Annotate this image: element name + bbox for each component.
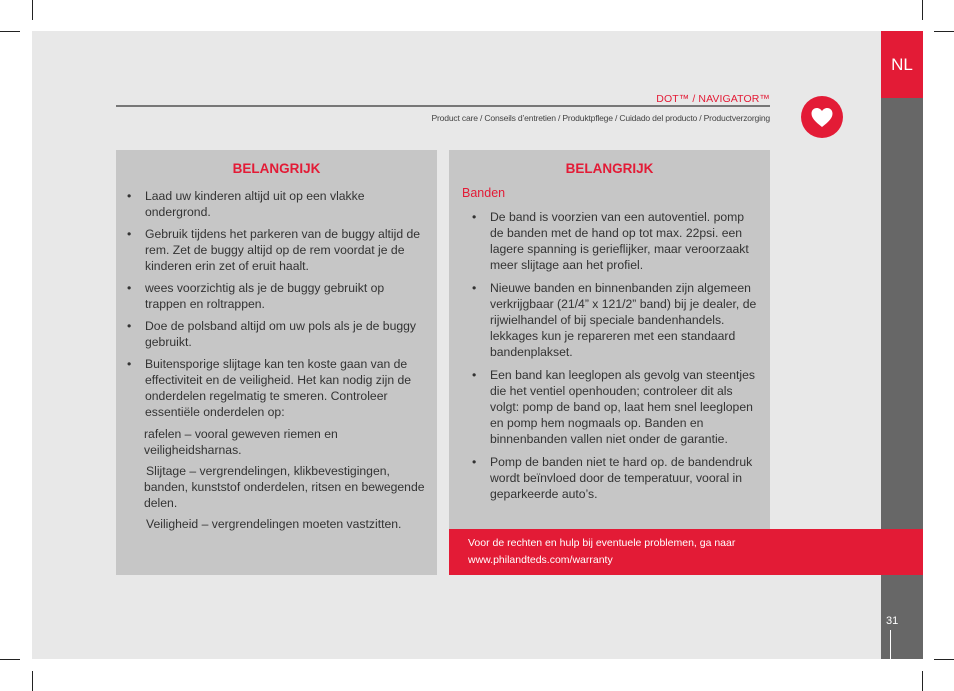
crop-mark <box>0 31 20 32</box>
bullet-list <box>490 209 760 502</box>
list-item: • Buitensporige slijtage kan ten koste gaan van de effectiviteit en de veiligheid. Het kan nodig zijn de onderdelen regelmatig te smeren. Controleer essentiële onderdelen op: <box>145 356 427 420</box>
crop-mark <box>934 31 954 32</box>
important-panel-right <box>449 150 770 530</box>
section-subheading: Banden <box>462 186 506 200</box>
product-title: DOT™ / NAVIGATOR™ <box>656 93 770 105</box>
header-divider <box>116 105 770 107</box>
list-item: • Laad uw kinderen altijd uit op een vlakke ondergrond. <box>145 188 427 220</box>
crop-mark <box>934 659 954 660</box>
check-paragraph: rafelen – vooral geweven riemen en veiligheidsharnas. <box>144 427 338 457</box>
check-paragraph: Veiligheid – vergrendelingen moeten vastzitten. <box>146 517 402 531</box>
language-tab: NL <box>881 31 923 98</box>
page-number: 31 <box>886 615 899 627</box>
check-paragraph: Slijtage – vergrendelingen, klikbevestigingen, banden, kunststof onderdelen, ritsen en bewegende delen. <box>144 464 425 510</box>
section-subtitle: Product care / Conseils d’entretien / Produktpflege / Cuidado del producto / Productverzorging <box>431 113 770 123</box>
list-item: • Gebruik tijdens het parkeren van de buggy altijd de rem. Zet de buggy altijd op de rem voordat je de kinderen erin zet of eruit haalt. <box>145 226 427 274</box>
list-item: • Doe de polsband altijd om uw pols als je de buggy gebruikt. <box>145 318 427 350</box>
list-item: • De band is voorzien van een autoventiel. pomp de banden met de hand op tot max. 22psi. een lagere spanning is gerieflijker, maar veroorzaakt meer slijtage aan het profiel. <box>490 209 760 273</box>
crop-mark <box>32 671 33 691</box>
bullet-list <box>145 188 427 420</box>
crop-mark <box>922 671 923 691</box>
crop-mark <box>0 659 20 660</box>
warranty-text: Voor de rechten en hulp bij eventuele problemen, ga naar <box>468 537 736 549</box>
crop-mark <box>922 0 923 20</box>
page-number-rule <box>890 630 891 659</box>
list-item: • Een band kan leeglopen als gevolg van steentjes die het ventiel openhouden; controleer dit als volgt: pomp de band op, laat hem snel leeglopen en pomp hem nogmaals op. Banden en binnenbanden vallen niet onder de garantie. <box>490 367 760 447</box>
list-item: • Pomp de banden niet te hard op. de bandendruk wordt beïnvloed door de temperatuur, vooral in geparkeerde auto’s. <box>490 454 760 502</box>
crop-mark <box>32 0 33 20</box>
important-panel-left <box>116 150 437 575</box>
panel-title: BELANGRIJK <box>565 161 654 176</box>
panel-title: BELANGRIJK <box>232 161 321 176</box>
heart-icon <box>801 96 843 138</box>
warranty-link[interactable]: www.philandteds.com/warranty <box>468 553 613 566</box>
list-item: • wees voorzichtig als je de buggy gebruikt op trappen en roltrappen. <box>145 280 427 312</box>
warranty-banner <box>449 529 923 575</box>
list-item: • Nieuwe banden en binnenbanden zijn algemeen verkrijgbaar (21/4” x 121/2” band) bij je dealer, de rijwielhandel of bij speciale bandenhandels. lekkages kun je repareren met een standaard bandenplakset. <box>490 280 760 360</box>
